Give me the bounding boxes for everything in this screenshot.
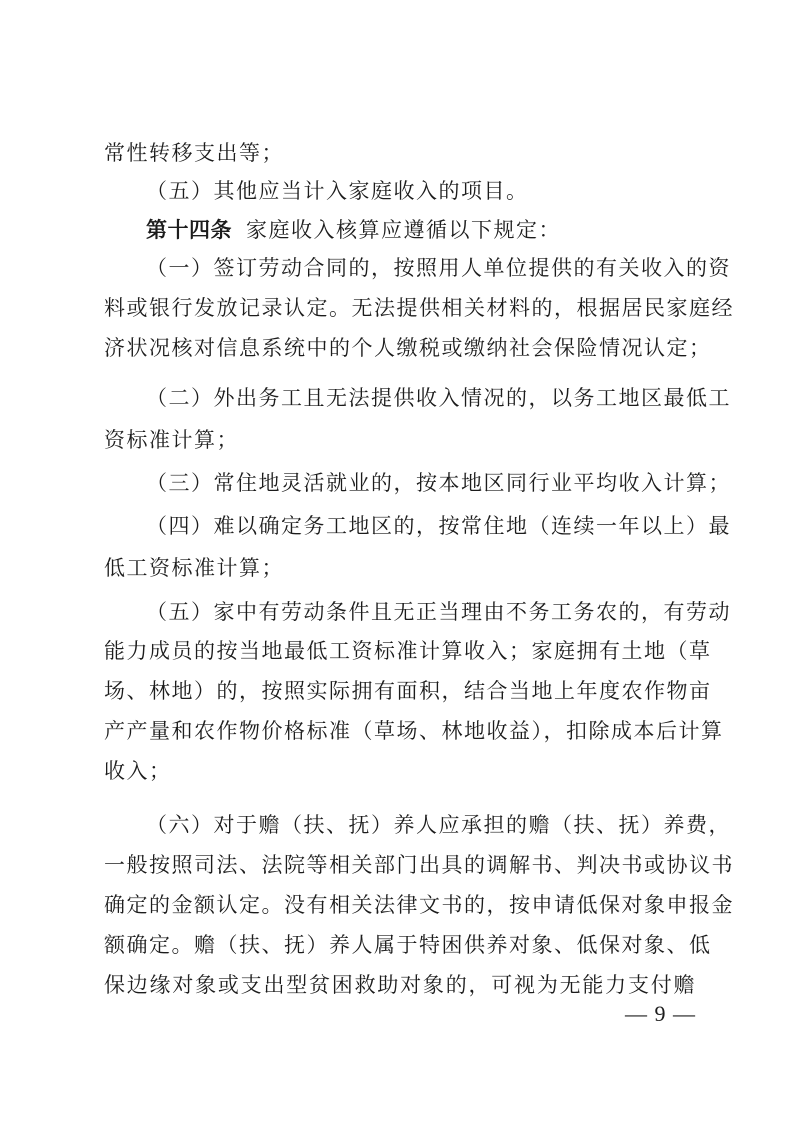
text-line: 低工资标准计算； [104, 556, 284, 580]
text-line: 一般按照司法、法院等相关部门出具的调解书、判决书或协议书 [104, 853, 734, 877]
text-line: 产产量和农作物价格标准（草场、林地收益），扣除成本后计算 [104, 719, 724, 743]
text-line: 能力成员的按当地最低工资标准计算收入；家庭拥有土地（草 [104, 639, 712, 663]
text-line: 料或银行发放记录认定。无法提供相关材料的，根据居民家庭经 [104, 296, 734, 320]
text-line: 济状况核对信息系统中的个人缴税或缴纳社会保险情况认定； [104, 336, 712, 360]
text-line: （一）签订劳动合同的，按照用人单位提供的有关收入的资 [146, 256, 731, 280]
text-line: 资标准计算； [104, 428, 239, 452]
text-line: （三）常住地灵活就业的，按本地区同行业平均收入计算； [146, 471, 731, 495]
text-line: （五）其他应当计入家庭收入的项目。 [146, 179, 529, 203]
page-number: — 9 — [625, 1001, 696, 1026]
text-line: （五）家中有劳动条件且无正当理由不务工务农的，有劳动 [146, 600, 731, 624]
text-line: （六）对于赡（扶、抚）养人应承担的赡（扶、抚）养费， [146, 813, 731, 837]
text-line: （二）外出务工且无法提供收入情况的，以务工地区最低工 [146, 386, 731, 410]
text-line: 场、林地）的，按照实际拥有面积，结合当地上年度农作物亩 [104, 679, 712, 703]
text-line: 额确定。赡（扶、抚）养人属于特困供养对象、低保对象、低 [104, 933, 712, 957]
text-line: 保边缘对象或支出型贫困救助对象的，可视为无能力支付赡 [104, 973, 696, 997]
text-line: （四）难以确定务工地区的，按常住地（连续一年以上）最 [146, 514, 731, 538]
text-line: 收入； [104, 759, 172, 783]
article-number: 第十四条 [146, 218, 232, 242]
article-text: 家庭收入核算应遵循以下规定： [246, 218, 561, 242]
text-line: 常性转移支出等； [104, 141, 284, 165]
article-heading-line [146, 212, 696, 248]
text-line: 确定的金额认定。没有相关法律文书的，按申请低保对象申报金 [104, 893, 734, 917]
